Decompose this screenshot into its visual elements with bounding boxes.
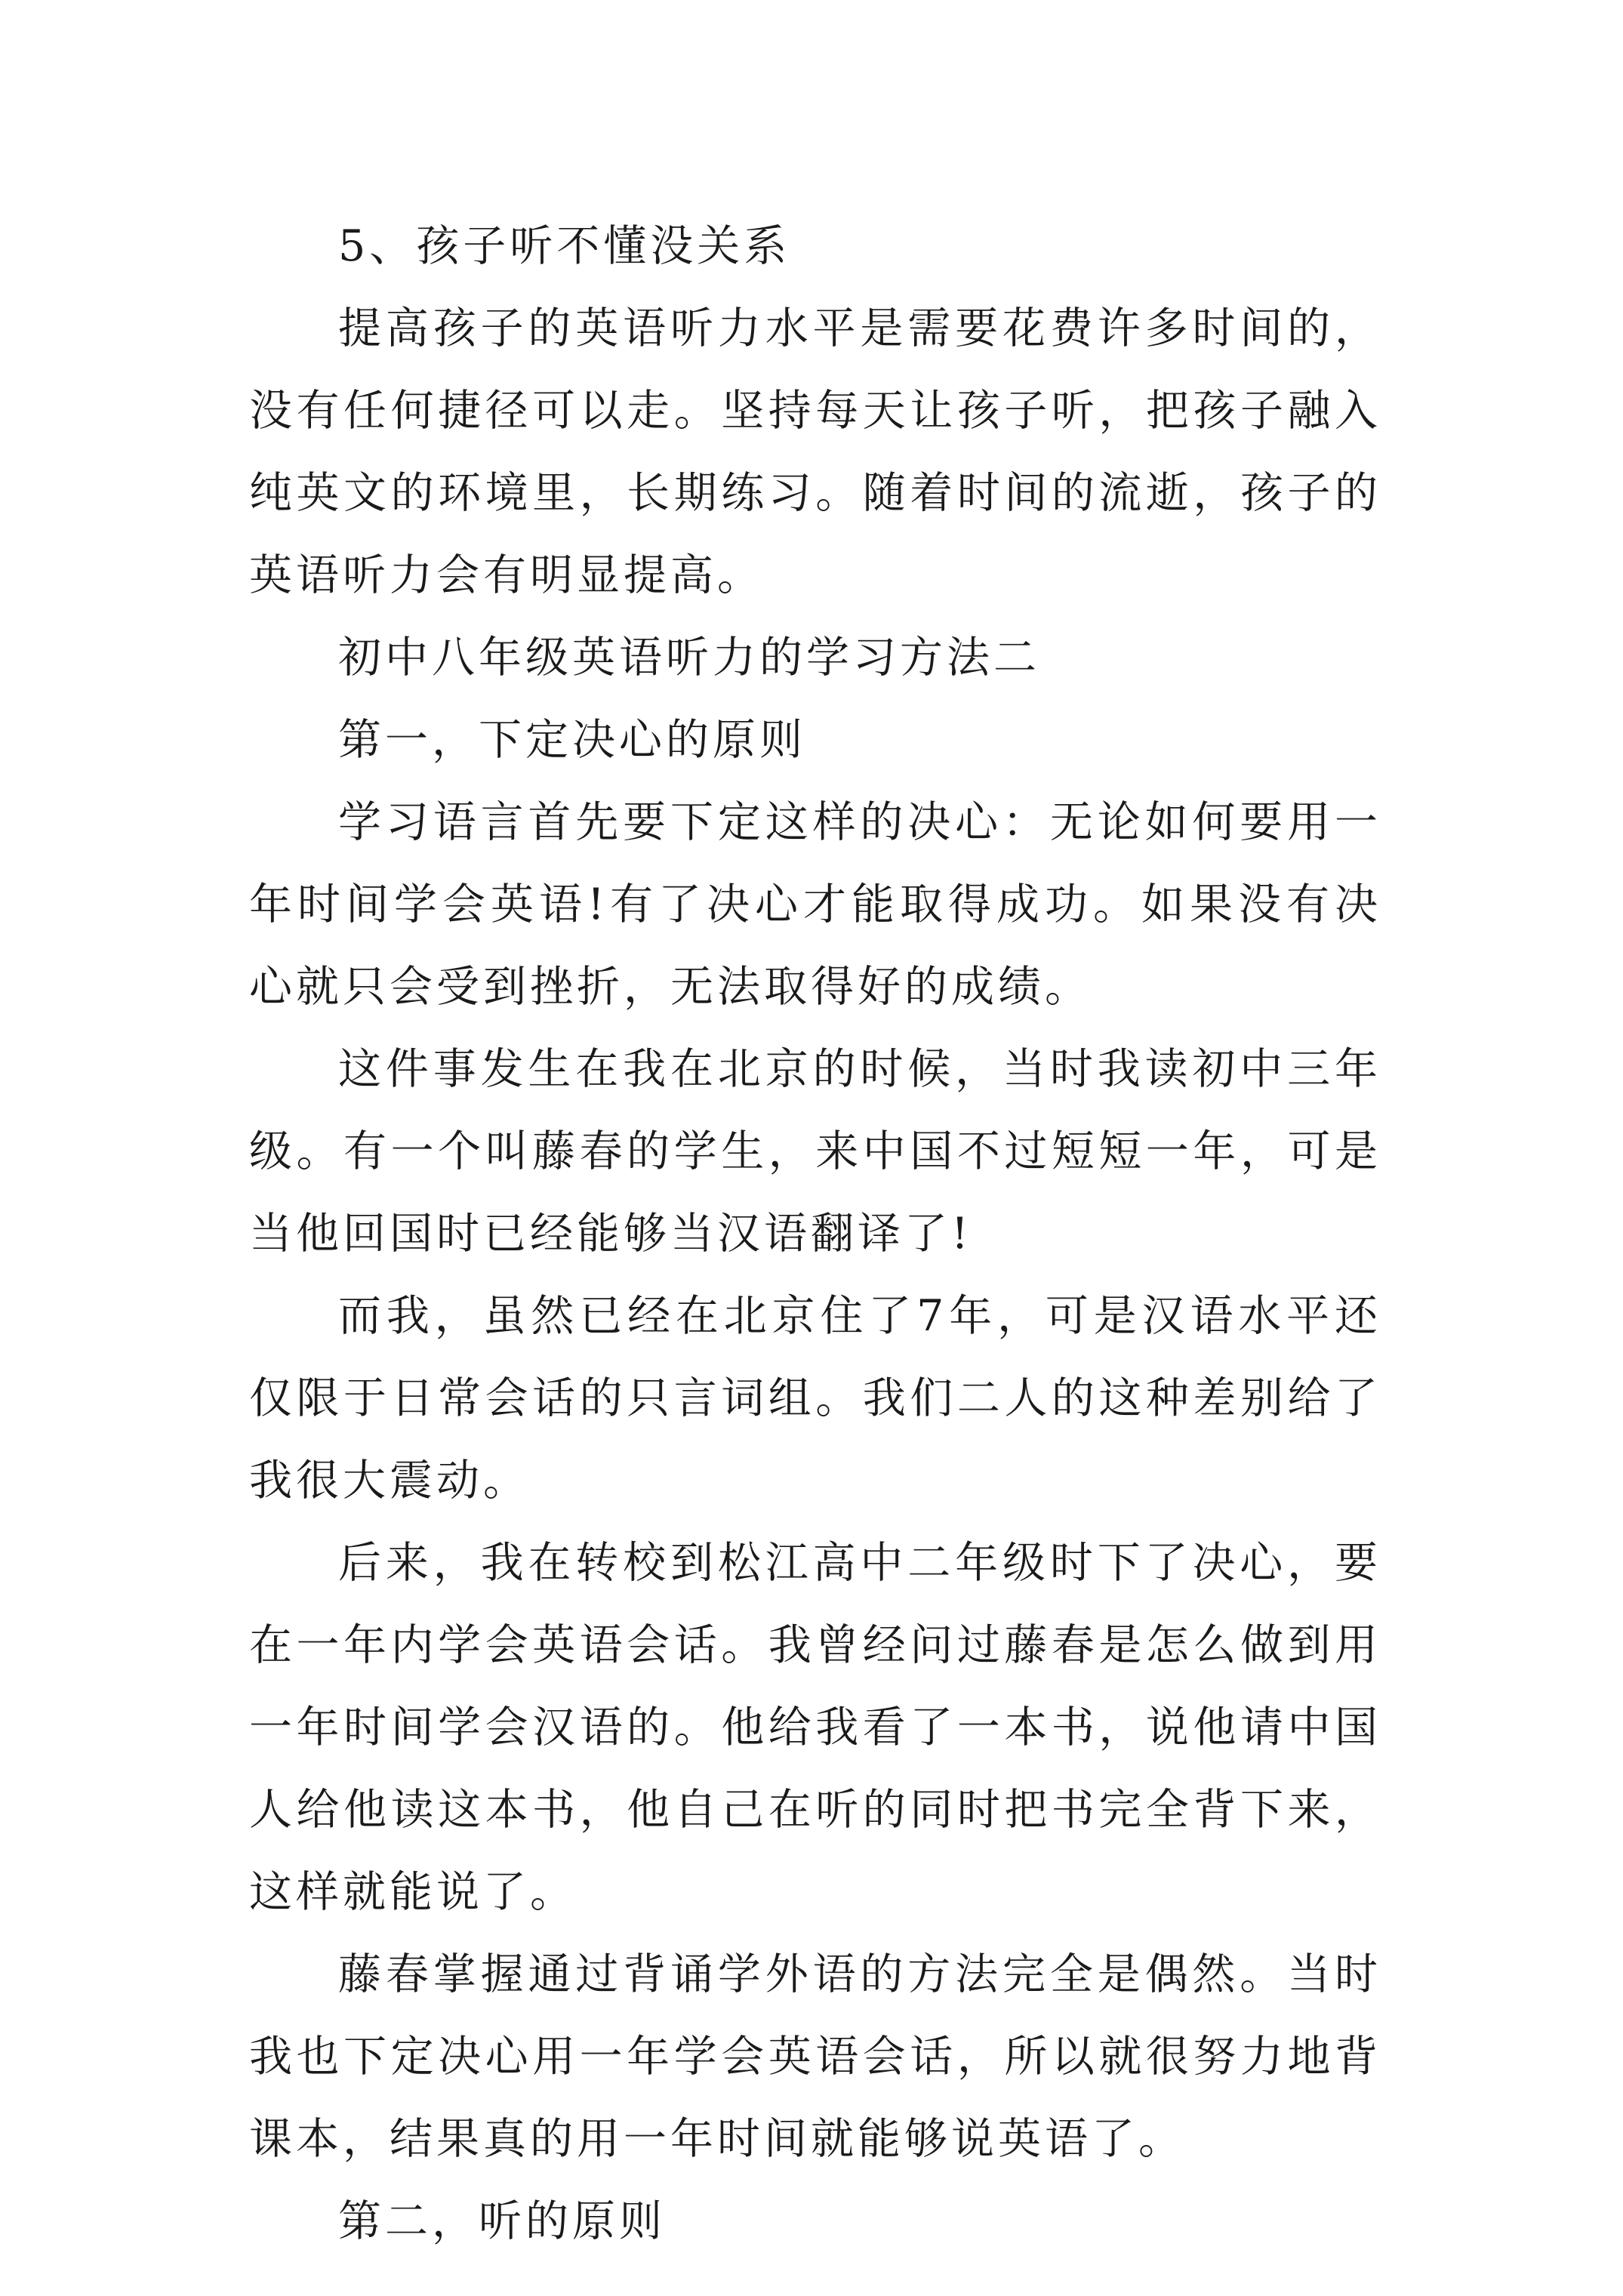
paragraph: 后来，我在转校到松江高中二年级时下了决心，要在一年内学会英语会话。我曾经问过藤春是怎么做到用一年时间学会汉语的。他给我看了一本书，说他请中国人给他读这本书，他自己在听的同时把书完全背下来，这样就能说了。: [249, 1538, 1381, 1917]
subheading-second-principle: 第二，听的原则: [338, 2196, 666, 2246]
document-body: [249, 205, 1381, 2263]
paragraph: 这件事发生在我在北京的时候，当时我读初中三年级。有一个叫藤春的学生，来中国不过短短一年，可是当他回国时已经能够当汉语翻译了!: [249, 1044, 1381, 1259]
subheading-first-principle: 第一，下定决心的原则: [338, 715, 806, 765]
paragraph-heading-5: 5、孩子听不懂没关系: [338, 221, 791, 271]
paragraph: 学习语言首先要下定这样的决心：无论如何要用一年时间学会英语!有了决心才能取得成功。如果没有决心就只会受到挫折，无法取得好的成绩。: [249, 797, 1381, 1012]
paragraph: 藤春掌握通过背诵学外语的方法完全是偶然。当时我也下定决心用一年学会英语会话，所以就很努力地背课本，结果真的用一年时间就能够说英语了。: [249, 1949, 1381, 2164]
paragraph: 提高孩子的英语听力水平是需要花费许多时间的，没有任何捷径可以走。坚持每天让孩子听，把孩子融入纯英文的环境里，长期练习。随着时间的流逝，孩子的英语听力会有明显提高。: [249, 304, 1381, 600]
paragraph: 而我，虽然已经在北京住了7年，可是汉语水平还仅限于日常会话的只言词组。我们二人的这种差别给了我很大震动。: [249, 1291, 1381, 1505]
section-heading: 初中八年级英语听力的学习方法二: [338, 633, 1040, 683]
